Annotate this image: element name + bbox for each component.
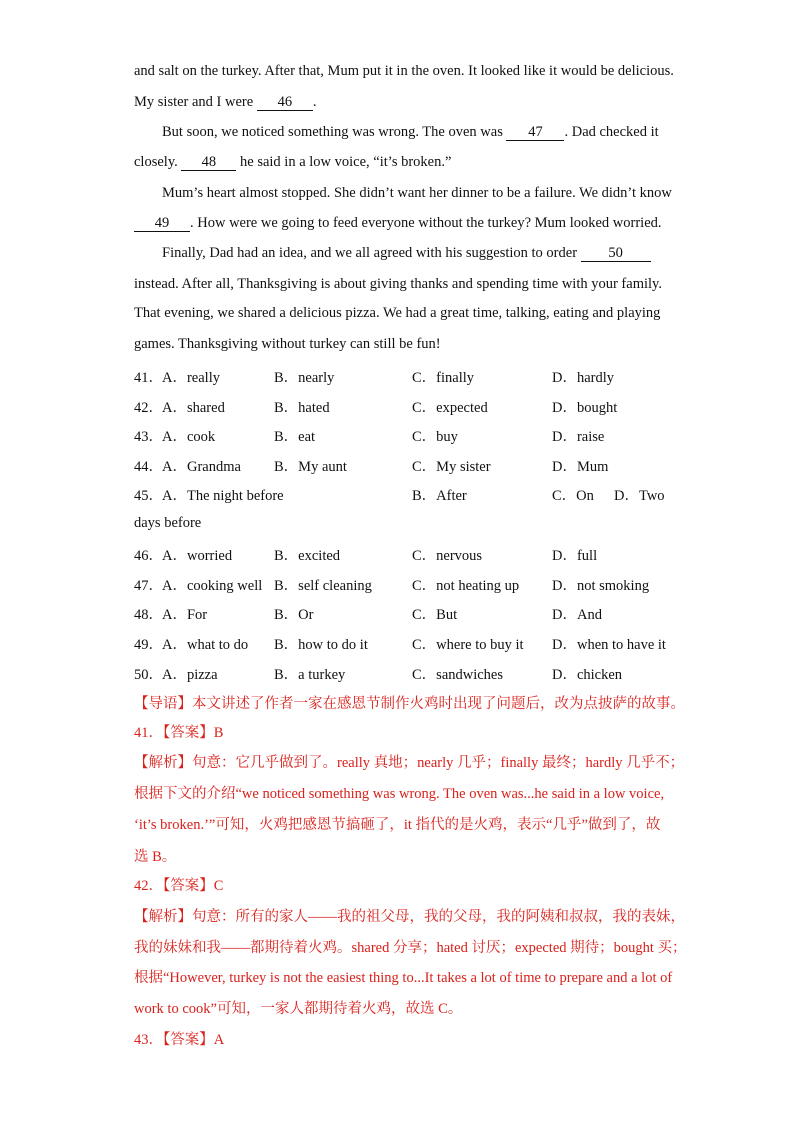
option-b: B．Or [274, 607, 314, 623]
option-d: D．hardly [552, 370, 615, 386]
option-b: B．hated [274, 400, 330, 416]
option-d: D．Two [614, 488, 665, 504]
option-a: A．what to do [162, 637, 249, 653]
question-number: 47． [134, 578, 163, 594]
option-c: C．not heating up [412, 578, 520, 594]
option-a: A．For [162, 607, 208, 623]
explanation-42-line: 我的妹妹和我——都期待着火鸡。shared 分享；hated 讨厌；expected 期待；bought 买； [134, 940, 687, 956]
passage-line: Mum’s heart almost stopped. She didn’t want her dinner to be a failure. We didn’t know [162, 185, 672, 201]
blank-50: 50 [581, 246, 651, 262]
question-number: 42． [134, 400, 163, 416]
option-c: C．sandwiches [412, 667, 504, 683]
option-a: A．pizza [162, 667, 218, 683]
explanation-41-line: 选 B。 [134, 849, 177, 865]
option-c: C．But [412, 607, 458, 623]
option-a: A．really [162, 370, 220, 386]
option-b: B．My aunt [274, 459, 347, 475]
option-b: B．excited [274, 548, 341, 564]
option-b: B．a turkey [274, 667, 346, 683]
explanation-41-line: 根据下文的介绍“we noticed something was wrong. The oven was...he said in a low voice, [134, 786, 665, 802]
option-d: D．And [552, 607, 602, 623]
option-c: C．finally [412, 370, 475, 386]
blank-47: 47 [506, 125, 564, 141]
explanation-42-line: 【解析】句意：所有的家人——我的祖父母，我的父母，我的阿姨和叔叔，我的表妹， [134, 909, 685, 925]
text: he said in a low voice, “it’s broken.” [236, 154, 452, 170]
question-number: 43． [134, 429, 163, 445]
text: . Dad checked it [564, 124, 659, 140]
option-a: A．Grandma [162, 459, 241, 475]
option-a: A．cooking well [162, 578, 263, 594]
option-b: B．how to do it [274, 637, 368, 653]
explanation-42-line: 根据“However, turkey is not the easiest thing to...It takes a lot of time to prepare and a lot of [134, 970, 673, 986]
option-d: D．full [552, 548, 598, 564]
option-b: B．self cleaning [274, 578, 372, 594]
option-d: D．bought [552, 400, 618, 416]
option-d: D．when to have it [552, 637, 666, 653]
option-a: A．The night before [162, 488, 284, 504]
question-number: 46． [134, 548, 163, 564]
blank-49: 49 [134, 216, 190, 232]
option-b: B．nearly [274, 370, 335, 386]
passage-line [162, 245, 651, 262]
question-45-continuation: days before [134, 515, 202, 531]
passage-line: games. Thanksgiving without turkey can still be fun! [134, 336, 441, 352]
answer-43: 43．【答案】A [134, 1032, 225, 1048]
option-a: A．worried [162, 548, 233, 564]
option-b: B．eat [274, 429, 316, 445]
text: . [312, 94, 317, 110]
option-c: C．expected [412, 400, 488, 416]
passage-line: and salt on the turkey. After that, Mum put it in the oven. It looked like it would be delicious. [134, 63, 674, 79]
option-c: C．nervous [412, 548, 483, 564]
option-a: A．cook [162, 429, 216, 445]
blank-48: 48 [181, 155, 236, 171]
option-d: D．not smoking [552, 578, 650, 594]
explanation-42-line: work to cook”可知，一家人都期待着火鸡，故选 C。 [134, 1001, 463, 1017]
option-d: D．raise [552, 429, 605, 445]
answer-42: 42．【答案】C [134, 878, 224, 894]
question-number: 49． [134, 637, 163, 653]
option-d: D．chicken [552, 667, 623, 683]
text: closely. [134, 154, 182, 170]
question-number: 50． [134, 667, 163, 683]
question-number: 44． [134, 459, 163, 475]
explanation-41-line: 【解析】句意：它几乎做到了。really 真地；nearly 几乎；finally 最终；hardly 几乎不； [134, 755, 685, 771]
question-number: 41． [134, 370, 163, 386]
text: But soon, we noticed something was wrong. The oven was [162, 124, 507, 140]
guide-text: 【导语】本文讲述了作者一家在感恩节制作火鸡时出现了问题后，改为点披萨的故事。 [134, 696, 685, 712]
blank-46: 46 [257, 95, 313, 111]
passage-line [162, 124, 659, 141]
option-b: B．After [412, 488, 467, 504]
option-c: C．buy [412, 429, 458, 445]
question-number: 48． [134, 607, 163, 623]
option-c: C．On [552, 488, 594, 504]
option-d: D．Mum [552, 459, 609, 475]
option-a: A．shared [162, 400, 225, 416]
question-number: 45． [134, 488, 163, 504]
passage-line [134, 215, 662, 232]
passage-line [134, 154, 451, 171]
text: . How were we going to feed everyone without the turkey? Mum looked worried. [190, 215, 662, 231]
explanation-41-line: ‘it’s broken.’”可知，火鸡把感恩节搞砸了，it 指代的是火鸡，表示“几乎”做到了，故 [134, 817, 661, 833]
passage-line: That evening, we shared a delicious pizza. We had a great time, talking, eating and playing [134, 305, 661, 321]
answer-41: 41．【答案】B [134, 725, 224, 741]
text: Finally, Dad had an idea, and we all agreed with his suggestion to order [162, 245, 581, 261]
option-c: C．My sister [412, 459, 491, 475]
option-c: C．where to buy it [412, 637, 524, 653]
passage-line [134, 94, 316, 111]
text: My sister and I were [134, 94, 257, 110]
passage-line: instead. After all, Thanksgiving is about giving thanks and spending time with your family. [134, 276, 662, 292]
